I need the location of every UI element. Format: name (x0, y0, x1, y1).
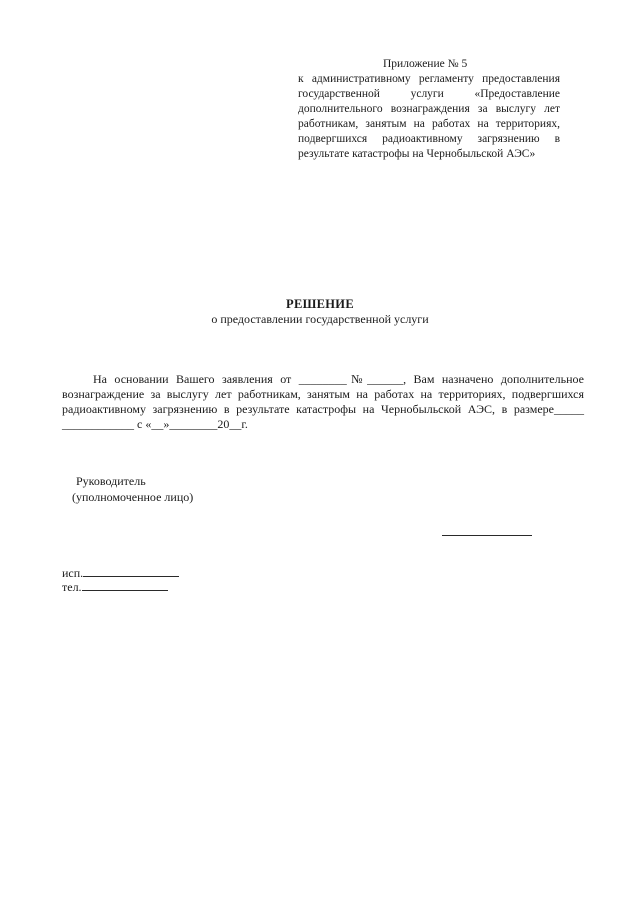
phone-line (82, 580, 168, 591)
phone-label: тел. (62, 580, 82, 594)
document-title: РЕШЕНИЕ (286, 297, 354, 311)
signature-title: Руководитель (76, 474, 146, 488)
phone-field (62, 580, 168, 595)
decision-text: На основании Вашего заявления от ________№______, Вам назначено дополнительное вознаграждение за выслугу лет работникам, занятым на работах на территориях, подвергшихся радиоактивному загрязнению в результате катастрофы на Чернобыльской АЭС, в размере_____ ____________ с «__»________20__г. (62, 372, 584, 431)
appendix-heading: Приложение № 5 (383, 58, 468, 70)
document-subtitle: о предоставлении государственной услуги (211, 312, 429, 326)
executor-line (83, 566, 179, 577)
appendix-body: к административному регламенту предоставления государственной услуги «Предоставление дополнительного вознаграждения за выслугу лет работникам, занятым на работах на территориях, подвергшихся радиоактивному загрязнению в результате катастрофы на Чернобыльской АЭС» (298, 73, 560, 160)
appendix-note (298, 57, 560, 162)
signature-subtitle: (уполномоченное лицо) (72, 490, 194, 504)
executor-label: исп. (62, 566, 84, 580)
signature-line (442, 535, 532, 536)
executor-field (62, 566, 179, 581)
